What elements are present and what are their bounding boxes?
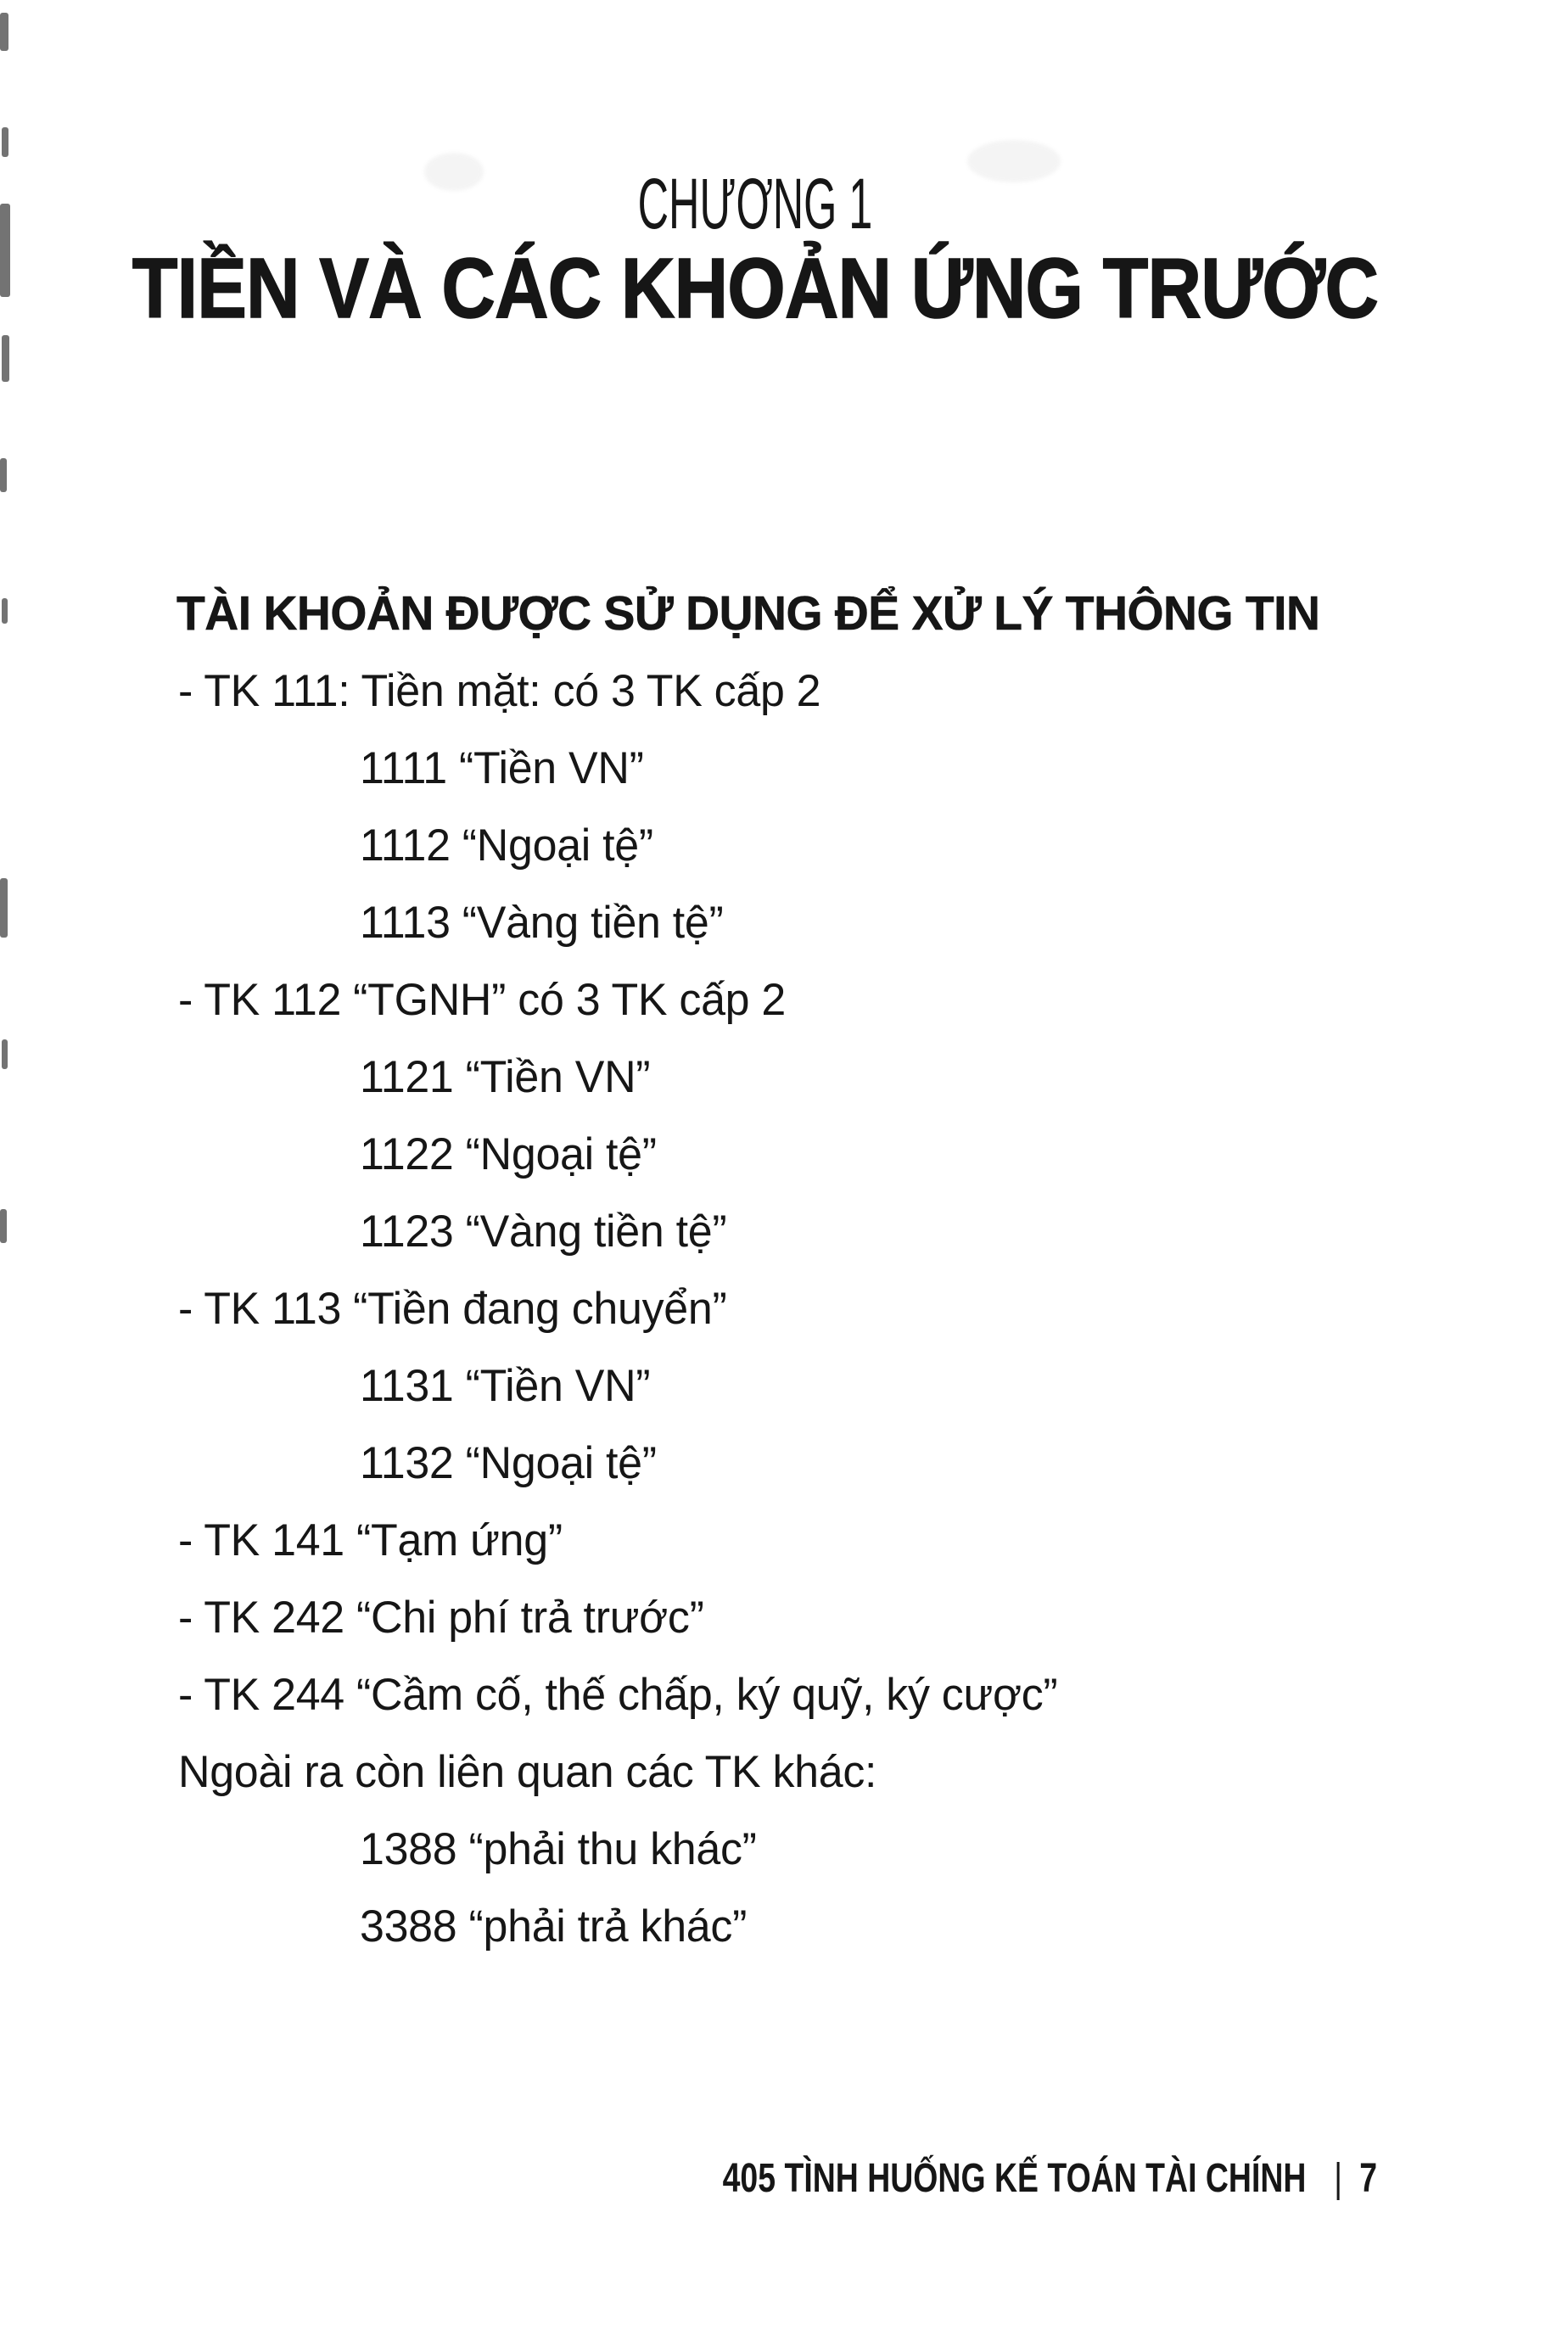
account-line (0, 652, 1568, 730)
account-line (0, 1193, 1568, 1270)
account-line-text: - TK 112 “TGNH” có 3 TK cấp 2 (178, 975, 786, 1025)
account-line (0, 1116, 1568, 1193)
account-line-text: 1112 “Ngoại tệ” (360, 820, 653, 871)
scan-artifact (0, 458, 7, 492)
account-line-text: - TK 244 “Cầm cố, thế chấp, ký quỹ, ký cược” (178, 1670, 1058, 1720)
account-line-text: 1111 “Tiền VN” (360, 743, 644, 793)
account-line (0, 730, 1568, 807)
account-line-list (0, 652, 1568, 1965)
account-line-text: Ngoài ra còn liên quan các TK khác: (178, 1747, 877, 1797)
account-line (0, 1656, 1568, 1733)
footer-page-number: 7 (1359, 2156, 1377, 2201)
account-line (0, 1502, 1568, 1579)
account-line-text: - TK 113 “Tiền đang chuyển” (178, 1284, 727, 1334)
section-heading-line (0, 575, 1568, 652)
account-line (0, 884, 1568, 961)
footer-separator: | (1334, 2156, 1342, 2201)
account-line (0, 1039, 1568, 1116)
account-line-text: - TK 242 “Chi phí trả trước” (178, 1593, 704, 1643)
account-line (0, 1347, 1568, 1425)
account-line-text: - TK 111: Tiền mặt: có 3 TK cấp 2 (178, 666, 821, 716)
account-line (0, 807, 1568, 884)
account-section (0, 575, 1568, 1965)
scan-artifact (0, 13, 8, 51)
account-line-text: 3388 “phải trả khác” (360, 1901, 748, 1952)
footer-book-title: 405 TÌNH HUỐNG KẾ TOÁN TÀI CHÍNH (722, 2156, 1307, 2201)
account-line (0, 1425, 1568, 1502)
account-line (0, 1811, 1568, 1888)
account-line (0, 1888, 1568, 1965)
account-line-text: 1131 “Tiền VN” (360, 1361, 651, 1411)
chapter-label: CHƯƠNG 1 (637, 164, 873, 244)
page-footer (723, 2155, 1377, 2203)
account-line (0, 1270, 1568, 1347)
account-line (0, 961, 1568, 1039)
scan-artifact (2, 335, 9, 382)
account-line-text: 1123 “Vàng tiền tệ” (360, 1207, 727, 1257)
section-heading: TÀI KHOẢN ĐƯỢC SỬ DỤNG ĐỂ XỬ LÝ THÔNG TIN (176, 586, 1320, 641)
account-line (0, 1733, 1568, 1811)
scan-artifact (2, 127, 8, 157)
scan-artifact (0, 204, 10, 297)
account-line-text: 1113 “Vàng tiền tệ” (360, 898, 724, 948)
account-line-text: - TK 141 “Tạm ứng” (178, 1515, 563, 1565)
account-line-text: 1122 “Ngoại tệ” (360, 1129, 657, 1179)
account-line-text: 1121 “Tiền VN” (360, 1052, 651, 1102)
account-line (0, 1579, 1568, 1656)
account-line-text: 1388 “phải thu khác” (360, 1824, 757, 1874)
account-line-text: 1132 “Ngoại tệ” (360, 1438, 657, 1488)
chapter-title: TIỀN VÀ CÁC KHOẢN ỨNG TRƯỚC (132, 241, 1379, 336)
